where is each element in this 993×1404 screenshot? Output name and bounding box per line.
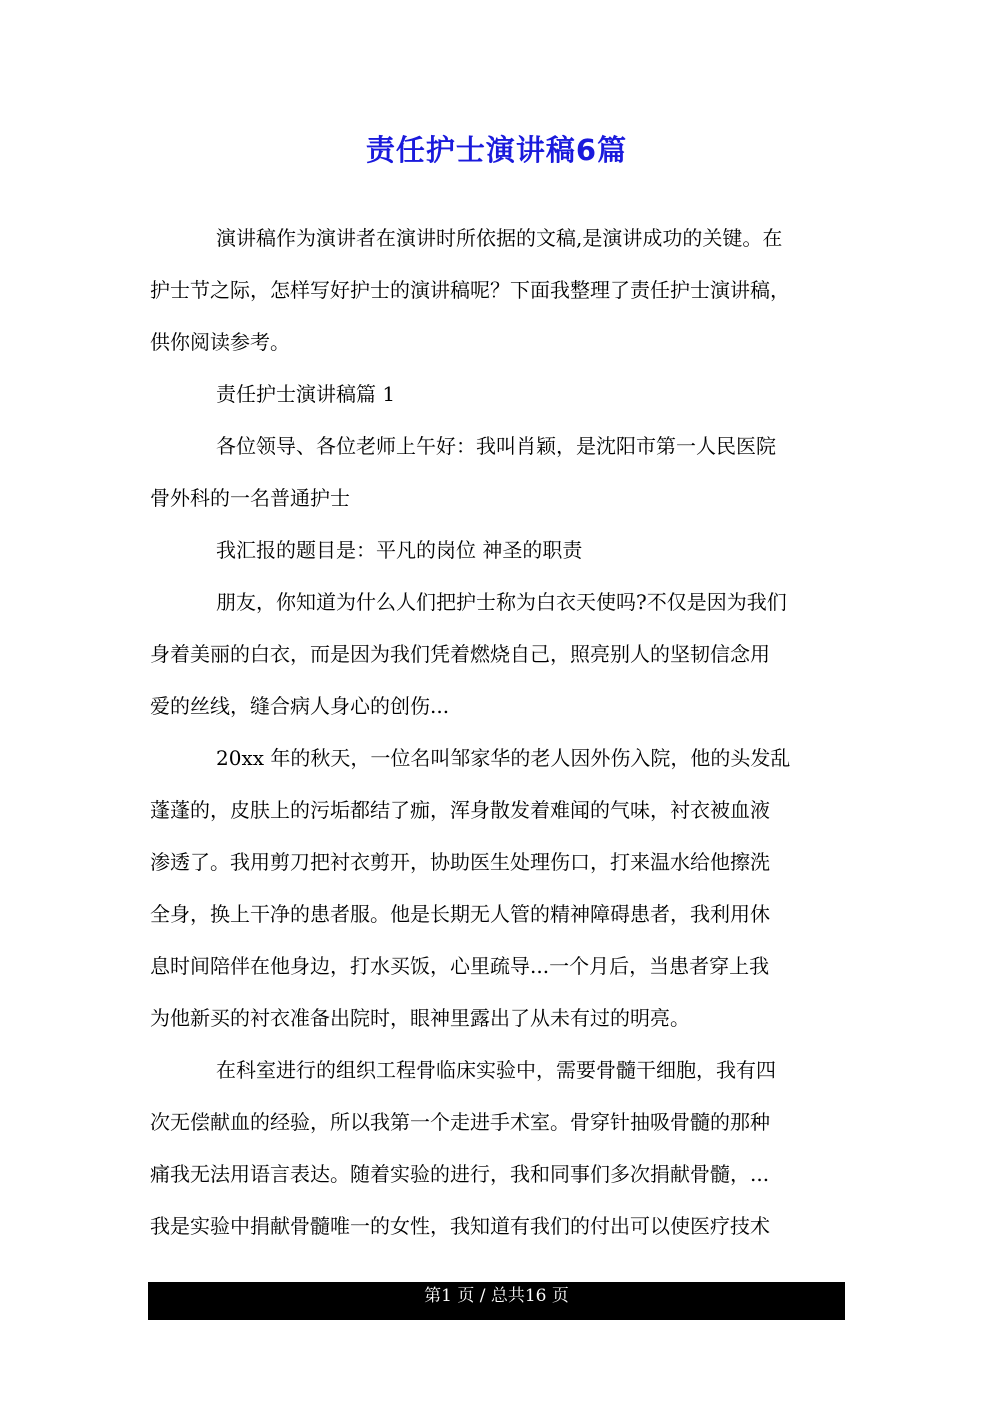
body-line: 各位领导、各位老师上午好：我叫肖颖，是沈阳市第一人民医院 <box>216 434 776 458</box>
section-heading: 责任护士演讲稿篇 1 <box>216 382 396 406</box>
body-line: 演讲稿作为演讲者在演讲时所依据的文稿,是演讲成功的关键。在 <box>216 226 783 250</box>
body-line: 渗透了。我用剪刀把衬衣剪开，协助医生处理伤口，打来温水给他擦洗 <box>150 850 770 874</box>
body-line: 次无偿献血的经验，所以我第一个走进手术室。骨穿针抽吸骨髓的那种 <box>150 1110 770 1134</box>
page-indicator: 第1 页 / 总共16 页 <box>424 1286 569 1306</box>
body-line: 朋友，你知道为什么人们把护士称为白衣天使吗?不仅是因为我们 <box>216 590 787 614</box>
body-line: 痛我无法用语言表达。随着实验的进行，我和同事们多次捐献骨髓，... <box>150 1162 770 1186</box>
body-line: 我是实验中捐献骨髓唯一的女性，我知道有我们的付出可以使医疗技术 <box>150 1214 770 1238</box>
body-line: 为他新买的衬衣准备出院时，眼神里露出了从未有过的明亮。 <box>150 1006 690 1030</box>
body-line: 骨外科的一名普通护士 <box>150 486 350 510</box>
body-line: 全身，换上干净的患者服。他是长期无人管的精神障碍患者，我利用休 <box>150 902 770 926</box>
document-title: 责任护士演讲稿6篇 <box>365 133 628 167</box>
body-line: 蓬蓬的，皮肤上的污垢都结了痂，浑身散发着难闻的气味，衬衣被血液 <box>150 798 770 822</box>
body-line: 爱的丝线，缝合病人身心的创伤... <box>150 694 450 718</box>
body-line: 20xx 年的秋天，一位名叫邹家华的老人因外伤入院，他的头发乱 <box>216 746 791 770</box>
body-line: 息时间陪伴在他身边，打水买饭，心里疏导...一个月后，当患者穿上我 <box>150 954 770 978</box>
body-line: 护士节之际，怎样写好护士的演讲稿呢？下面我整理了责任护士演讲稿， <box>150 278 790 302</box>
page-footer <box>148 1282 845 1320</box>
body-line: 供你阅读参考。 <box>150 330 290 354</box>
body-line: 身着美丽的白衣，而是因为我们凭着燃烧自己，照亮别人的坚韧信念用 <box>150 642 770 666</box>
body-line: 我汇报的题目是：平凡的岗位 神圣的职责 <box>216 538 583 562</box>
body-line: 在科室进行的组织工程骨临床实验中，需要骨髓干细胞，我有四 <box>216 1058 776 1082</box>
